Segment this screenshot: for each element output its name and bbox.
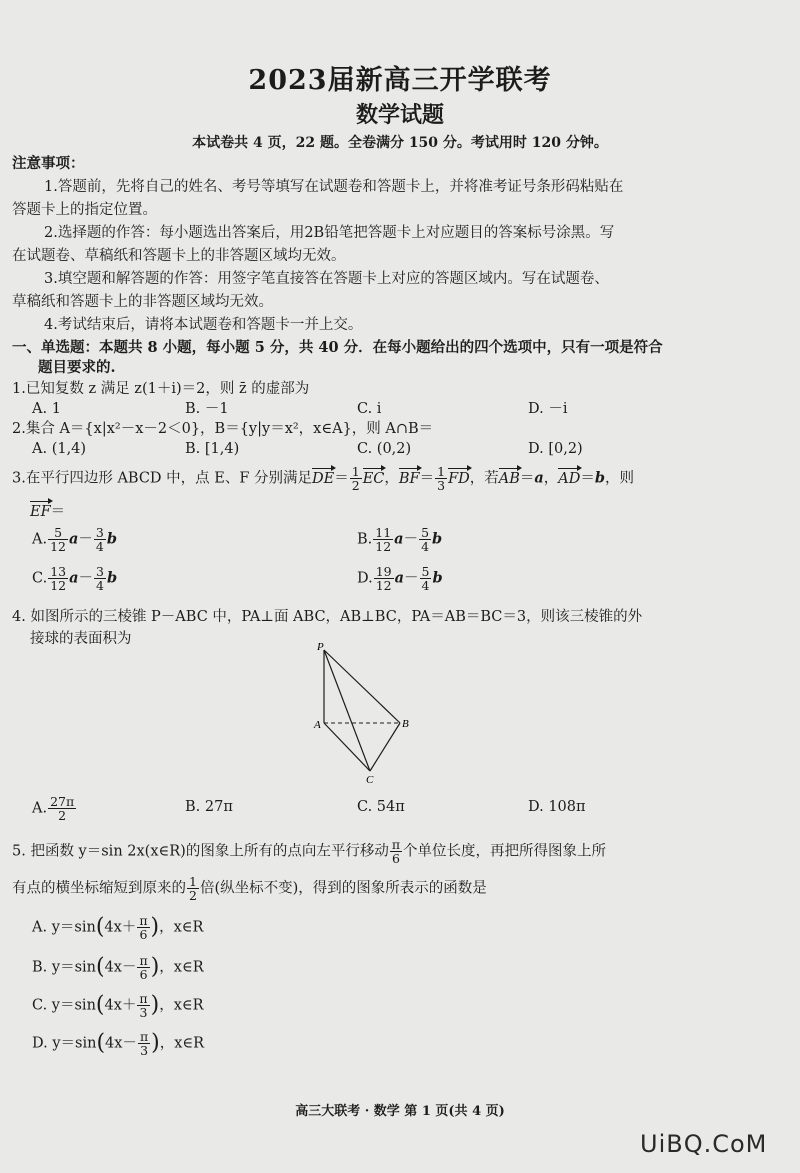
frac-num: π	[139, 991, 148, 1006]
frac-den: 2	[58, 808, 67, 823]
frac-den: 12	[50, 539, 66, 554]
q4-option-c: C. 54π	[357, 799, 405, 815]
option-tail: ，x∈R	[159, 1035, 205, 1052]
frac-den: 12	[375, 578, 392, 593]
q3-stem-text: 3.在平行四边形 ABCD 中，点 E、F 分别满足	[12, 470, 313, 487]
option-tail: ，x∈R	[159, 919, 204, 936]
note-3b: 草稿纸和答题卡上的非答题区域均无效。	[12, 294, 273, 310]
frac-den: 2	[189, 888, 197, 903]
frac-num: π	[139, 913, 148, 928]
fraction-1-2	[350, 465, 362, 492]
frac-num: 13	[50, 564, 67, 579]
option-label: D. y＝sin	[32, 1035, 97, 1052]
q3-option-c	[32, 565, 117, 592]
edge-bc	[370, 723, 400, 771]
frac-den: 12	[375, 539, 392, 554]
frac-num: 3	[96, 564, 104, 579]
paren-left: (	[95, 954, 105, 980]
paren-right: )	[150, 954, 160, 980]
exam-subtitle: 数学试题	[355, 102, 444, 128]
q4-option-b: B. 27π	[185, 799, 233, 815]
frac-den: 2	[351, 478, 360, 493]
vector-b: b	[432, 569, 443, 587]
fraction	[137, 954, 149, 981]
option-inner: 4x＋	[104, 919, 137, 936]
exam-title: 2023届新高三开学联考	[248, 65, 552, 96]
q5-stem-2	[12, 875, 487, 902]
frac-den: 3	[437, 478, 446, 493]
fraction	[48, 795, 76, 822]
fraction	[374, 565, 394, 592]
option-label: D.	[357, 570, 373, 587]
note-1a: 1.答题前，先将自己的姓名、考号等填写在试题卷和答题卡上，并将准考证号条形码粘贴在	[44, 179, 624, 195]
vector-ef: EF	[30, 504, 51, 520]
option-inner: 4x－	[104, 959, 137, 976]
frac-num: π	[391, 837, 401, 852]
frac-num: π	[139, 1029, 149, 1044]
q5-option-a	[32, 914, 203, 941]
option-label: B. y＝sin	[32, 959, 96, 976]
watermark: UiBQ.CoM	[640, 1130, 768, 1158]
q1-option-a: A. 1	[32, 401, 61, 417]
q3-ze: ，则	[605, 470, 635, 487]
q2-option-d: D. [0,2)	[528, 441, 583, 457]
q4-stem: 4. 如图所示的三棱锥 P－ABC 中，PA⊥面 ABC，AB⊥BC，PA＝AB＝BC＝3，则该三棱锥的外	[12, 609, 643, 625]
note-2a: 2.选择题的作答：每小题选出答案后，用2B铅笔把答题卡上对应题目的答案标号涂黑。写	[44, 225, 615, 241]
q3-stem	[12, 465, 634, 492]
notes-heading: 注意事项：	[12, 155, 85, 172]
q5-text-4: 倍(纵坐标不变)，得到的图象所表示的函数是	[199, 880, 487, 897]
label-c: C	[366, 774, 374, 786]
fraction	[137, 992, 149, 1019]
fraction	[94, 526, 106, 553]
q1-option-c: C. i	[357, 401, 382, 417]
minus: －	[403, 531, 419, 548]
pyramid-figure	[300, 638, 420, 788]
vector-de: DE	[312, 470, 335, 487]
vector-b: b	[432, 530, 443, 548]
vector-a: a	[394, 530, 404, 548]
fraction-1-2	[187, 875, 199, 902]
option-label: C.	[32, 570, 48, 587]
paren-right: )	[151, 1030, 160, 1056]
fraction-pi-6	[390, 838, 402, 865]
frac-num: 1	[351, 464, 360, 479]
vector-fd: FD	[448, 470, 470, 487]
frac-num: 11	[375, 525, 392, 540]
label-p: P	[317, 641, 324, 653]
paren-right: )	[150, 914, 160, 940]
minus: －	[404, 570, 419, 587]
frac-den: 3	[140, 1043, 149, 1058]
fraction	[48, 526, 68, 553]
fraction	[419, 526, 431, 553]
option-label: A.	[32, 531, 48, 548]
fraction	[137, 914, 149, 941]
q4-stem-2: 接球的表面积为	[30, 631, 132, 647]
q3-option-b	[357, 526, 442, 553]
note-3a: 3.填空题和解答题的作答：用签字笔直接答在答题卡上对应的答题区域内。写在试题卷、	[44, 271, 609, 287]
q2-option-b: B. [1,4)	[185, 441, 240, 457]
option-label: A.	[32, 800, 48, 817]
edge-pb	[324, 650, 400, 723]
vector-a: a	[69, 569, 79, 587]
section1-heading: 一、单选题：本题共 8 小题，每小题 5 分，共 40 分．在每小题给出的四个选项中，只有一项是符合	[12, 339, 663, 356]
vector-b: b	[106, 569, 118, 587]
frac-num: 19	[375, 564, 392, 579]
q3-eq-3: ＝	[519, 470, 535, 487]
frac-num: 3	[95, 525, 104, 540]
fraction	[48, 565, 68, 592]
q4-option-a	[32, 795, 77, 822]
vector-b: b	[594, 469, 606, 487]
q2-stem: 2.集合 A＝{x|x²－x－2＜0}，B＝{y|y＝x²，x∈A}，则 A∩B＝	[12, 421, 434, 437]
q5-option-b	[32, 954, 204, 981]
q1-option-b: B. －1	[185, 401, 229, 417]
option-inner: 4x－	[105, 1035, 137, 1052]
option-label: B.	[357, 531, 373, 548]
label-a: A	[314, 719, 321, 731]
q1-stem: 1.已知复数 z 满足 z(1＋i)＝2，则 z̄ 的虚部为	[12, 381, 310, 397]
vector-a: a	[534, 469, 544, 487]
q5-text-2: 个单位长度，再把所得图象上所	[403, 843, 607, 860]
q3-eq-1: ＝	[334, 470, 349, 487]
q5-text-1: 5. 把函数 y＝sin 2x(x∈R)的图象上所有的点向左平行移动	[12, 843, 389, 860]
paren-left: (	[95, 992, 105, 1018]
vector-ad: AD	[558, 470, 581, 487]
note-1b: 答题卡上的指定位置。	[12, 202, 157, 218]
q3-eq-4: ＝	[580, 470, 595, 487]
option-label: C. y＝sin	[32, 997, 96, 1014]
page-footer: 高三大联考 · 数学 第 1 页(共 4 页)	[295, 1104, 505, 1119]
note-2b: 在试题卷、草稿纸和答题卡上的非答题区域均无效。	[12, 248, 346, 264]
q3-eq-2: ＝	[419, 470, 435, 487]
q3-comma-2: ，	[543, 470, 559, 487]
section1-heading-2: 题目要求的.	[38, 359, 116, 376]
frac-den: 4	[421, 578, 430, 593]
vector-a: a	[69, 530, 79, 548]
fraction	[94, 565, 106, 592]
q3-comma-1: ，	[384, 470, 399, 487]
q3-ruo: ，若	[469, 470, 499, 487]
frac-num: 27π	[50, 794, 75, 809]
option-inner: 4x＋	[104, 997, 137, 1014]
exam-info: 本试卷共 4 页，22 题。全卷满分 150 分。考试用时 120 分钟。	[192, 135, 608, 151]
option-tail: ，x∈R	[159, 959, 204, 976]
q5-stem	[12, 838, 606, 865]
fraction-1-3	[435, 465, 447, 492]
q4-option-d: D. 108π	[528, 799, 586, 815]
frac-den: 3	[139, 1005, 148, 1020]
minus: －	[78, 570, 93, 587]
vector-ec: EC	[362, 470, 385, 487]
q2-option-c: C. (0,2)	[357, 441, 412, 457]
vector-ab: AB	[498, 470, 520, 487]
frac-den: 4	[96, 578, 104, 593]
q5-option-d	[32, 1030, 204, 1057]
fraction	[420, 565, 432, 592]
vector-a: a	[394, 569, 405, 587]
q2-option-a: A. (1,4)	[32, 441, 87, 457]
paren-left: (	[95, 914, 105, 940]
q5-option-c	[32, 992, 204, 1019]
frac-den: 6	[139, 927, 148, 942]
q3-stem-2	[30, 502, 65, 522]
vector-b: b	[106, 530, 117, 548]
edge-ac	[324, 723, 370, 771]
edge-pc	[324, 650, 370, 771]
fraction	[138, 1030, 150, 1057]
fraction	[373, 526, 393, 553]
q3-option-d	[357, 565, 443, 592]
frac-num: 5	[48, 526, 68, 540]
label-b: B	[402, 718, 409, 730]
frac-num: π	[139, 953, 148, 968]
minus: －	[78, 531, 93, 548]
frac-den: 6	[139, 967, 148, 982]
frac-den: 4	[421, 539, 430, 554]
q3-option-a	[32, 526, 117, 553]
paren-right: )	[150, 992, 160, 1018]
note-4: 4.考试结束后，请将本试题卷和答题卡一并上交。	[44, 317, 363, 333]
frac-num: 1	[437, 464, 446, 479]
frac-den: 6	[391, 851, 400, 866]
frac-num: 5	[421, 564, 430, 579]
frac-den: 12	[50, 578, 67, 593]
frac-num: 5	[421, 525, 430, 540]
frac-num: 1	[189, 874, 197, 889]
vector-bf: BF	[398, 470, 420, 487]
option-tail: ，x∈R	[159, 997, 204, 1014]
option-label: A. y＝sin	[32, 919, 96, 936]
q3-eq-5: ＝	[50, 504, 66, 520]
q1-option-d: D. －i	[528, 401, 568, 417]
q5-text-3: 有点的横坐标缩短到原来的	[12, 880, 186, 897]
paren-left: (	[96, 1030, 106, 1056]
frac-den: 4	[95, 539, 104, 554]
